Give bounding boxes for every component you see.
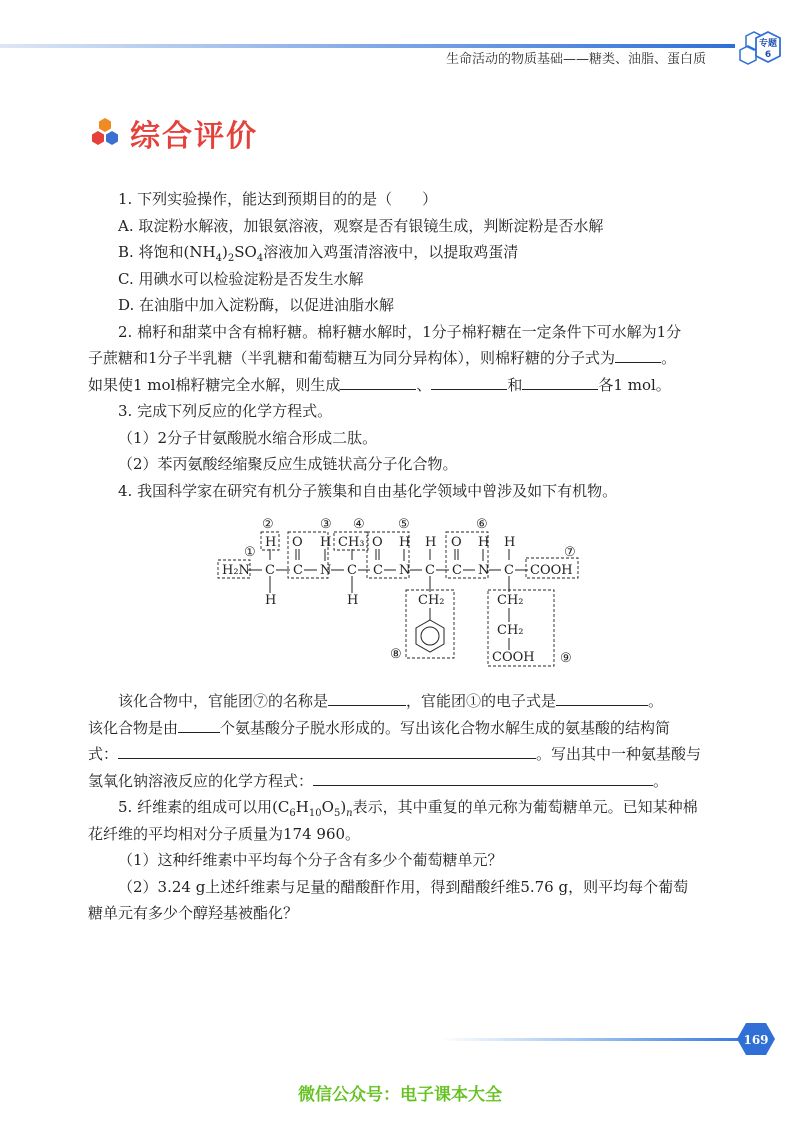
q1-stem: 1. 下列实验操作，能达到预期目的的是（ ） bbox=[118, 190, 438, 208]
topic-badge bbox=[734, 28, 790, 72]
label-7: ⑦ bbox=[564, 545, 576, 560]
badge-label: 专题 bbox=[758, 39, 778, 49]
q4-stem: 4. 我国科学家在研究有机分子簇集和自由基化学领域中曾涉及如下有机物。 bbox=[118, 481, 618, 500]
answer-blank[interactable] bbox=[313, 769, 653, 786]
answer-blank[interactable] bbox=[178, 716, 220, 733]
exercise-content bbox=[88, 186, 720, 504]
footer-watermark: 微信公众号：电子课本大全 bbox=[298, 1085, 502, 1105]
atom-h: H bbox=[425, 535, 437, 550]
section-heading bbox=[88, 113, 258, 153]
atom-n: N bbox=[320, 563, 332, 578]
group-ch3: CH₃ bbox=[338, 535, 365, 550]
atom-c: C bbox=[373, 563, 383, 578]
q5-part1: （1）这种纤维素中平均每个分子含有多少个葡萄糖单元？ bbox=[118, 851, 503, 869]
q1-option-a: A. 取淀粉水解液，加银氨溶液，观察是否有银镜生成，判断淀粉是否水解 bbox=[118, 216, 604, 235]
label-1: ① bbox=[244, 545, 256, 560]
label-3: ③ bbox=[320, 517, 332, 532]
answer-blank[interactable] bbox=[615, 346, 661, 363]
answer-blank[interactable] bbox=[522, 373, 598, 390]
structural-formula bbox=[210, 516, 600, 676]
atom-h: H bbox=[347, 593, 359, 608]
q1-option-b: B. 将饱和$(NH_4)_2SO_4$溶液加入鸡蛋清溶液中，以提取鸡蛋清 bbox=[118, 243, 519, 264]
label-5: ⑤ bbox=[398, 517, 410, 532]
atom-c: C bbox=[293, 563, 303, 578]
q2-line1: 2. 棉籽和甜菜中含有棉籽糖。棉籽糖水解时，1分子棉籽糖在一定条件下可水解为1分 bbox=[118, 322, 682, 341]
page-header bbox=[0, 0, 800, 88]
answer-blank[interactable] bbox=[118, 742, 536, 759]
group-ch2: CH₂ bbox=[418, 593, 445, 608]
page-number-rule bbox=[440, 1038, 738, 1041]
atom-o: O bbox=[451, 535, 462, 550]
q1-option-c: C. 用碘水可以检验淀粉是否发生水解 bbox=[118, 269, 364, 288]
atom-o: O bbox=[292, 535, 303, 550]
group-ch2: CH₂ bbox=[497, 623, 524, 638]
label-2: ② bbox=[262, 517, 274, 532]
atom-h2n: H₂N bbox=[222, 563, 250, 578]
hexagon-outline-icon bbox=[740, 46, 756, 64]
q4-line1: 该化合物中，官能团⑦的名称是 ，官能团①的电子式是 。 bbox=[88, 688, 720, 715]
atom-h: H bbox=[504, 535, 516, 550]
answer-blank[interactable] bbox=[340, 373, 416, 390]
q3-stem: 3. 完成下列反应的化学方程式。 bbox=[118, 402, 333, 420]
atom-n: N bbox=[478, 563, 490, 578]
q4-line4: 氢氧化钠溶液反应的化学方程式： 。 bbox=[88, 768, 720, 795]
atom-o: O bbox=[372, 535, 383, 550]
badge-number: 6 bbox=[764, 50, 772, 60]
atom-c: C bbox=[347, 563, 357, 578]
chapter-title: 生命活动的物质基础——糖类、油脂、蛋白质 bbox=[445, 52, 706, 67]
atom-n: N bbox=[399, 563, 411, 578]
group-ch2: CH₂ bbox=[497, 593, 524, 608]
atom-h: H bbox=[320, 535, 332, 550]
q5-line2: 花纤维的平均相对分子质量为174 960。 bbox=[88, 824, 361, 843]
page-number-badge bbox=[736, 1021, 776, 1057]
label-4: ④ bbox=[353, 517, 365, 532]
q5-part2-a: （2）3.24 g上述纤维素与足量的醋酸酐作用，得到醋酸纤维5.76 g，则平均每个葡萄 bbox=[118, 877, 689, 896]
answer-blank[interactable] bbox=[431, 373, 507, 390]
hexagon-cluster-icon bbox=[88, 116, 122, 150]
q5-line1: 5. 纤维素的组成可以用$(C_6H_{10}O_5)_n$表示，其中重复的单元称为葡萄糖单元。已知某种棉 bbox=[118, 798, 698, 819]
group-cooh: COOH bbox=[530, 563, 573, 578]
exercise-content-continued bbox=[88, 688, 720, 927]
q3-part1: （1）2分子甘氨酸脱水缩合形成二肽。 bbox=[118, 428, 378, 447]
q2-line3: 如果使1 mol棉籽糖完全水解，则生成 、 和 各1 mol。 bbox=[88, 372, 720, 399]
group-cooh: COOH bbox=[492, 650, 535, 665]
label-8: ⑧ bbox=[390, 647, 402, 662]
label-9: ⑨ bbox=[560, 651, 572, 666]
atom-c: C bbox=[425, 563, 435, 578]
atom-h: H bbox=[265, 593, 277, 608]
q5-part2-b: 糖单元有多少个醇羟基被酯化？ bbox=[88, 904, 299, 922]
atom-h: H bbox=[478, 535, 490, 550]
q4-line2: 该化合物是由 个氨基酸分子脱水形成的。写出该化合物水解生成的氨基酸的结构简 bbox=[88, 715, 720, 742]
section-title: 综合评价 bbox=[130, 119, 258, 154]
answer-blank[interactable] bbox=[556, 689, 648, 706]
atom-h: H bbox=[399, 535, 411, 550]
atom-c: C bbox=[504, 563, 514, 578]
atom-c: C bbox=[265, 563, 275, 578]
label-6: ⑥ bbox=[476, 517, 488, 532]
q2-line2: 子蔗糖和1分子半乳糖（半乳糖和葡萄糖互为同分异构体），则棉籽糖的分子式为 。 bbox=[88, 345, 720, 372]
q3-part2: （2）苯丙氨酸经缩聚反应生成链状高分子化合物。 bbox=[118, 455, 458, 473]
atom-h: H bbox=[265, 535, 277, 550]
q4-line3: 式： 。写出其中一种氨基酸与 bbox=[88, 741, 720, 768]
answer-blank[interactable] bbox=[328, 689, 406, 706]
atom-c: C bbox=[452, 563, 462, 578]
page-number: 169 bbox=[743, 1033, 769, 1047]
q1-option-d: D. 在油脂中加入淀粉酶，以促进油脂水解 bbox=[118, 296, 395, 314]
